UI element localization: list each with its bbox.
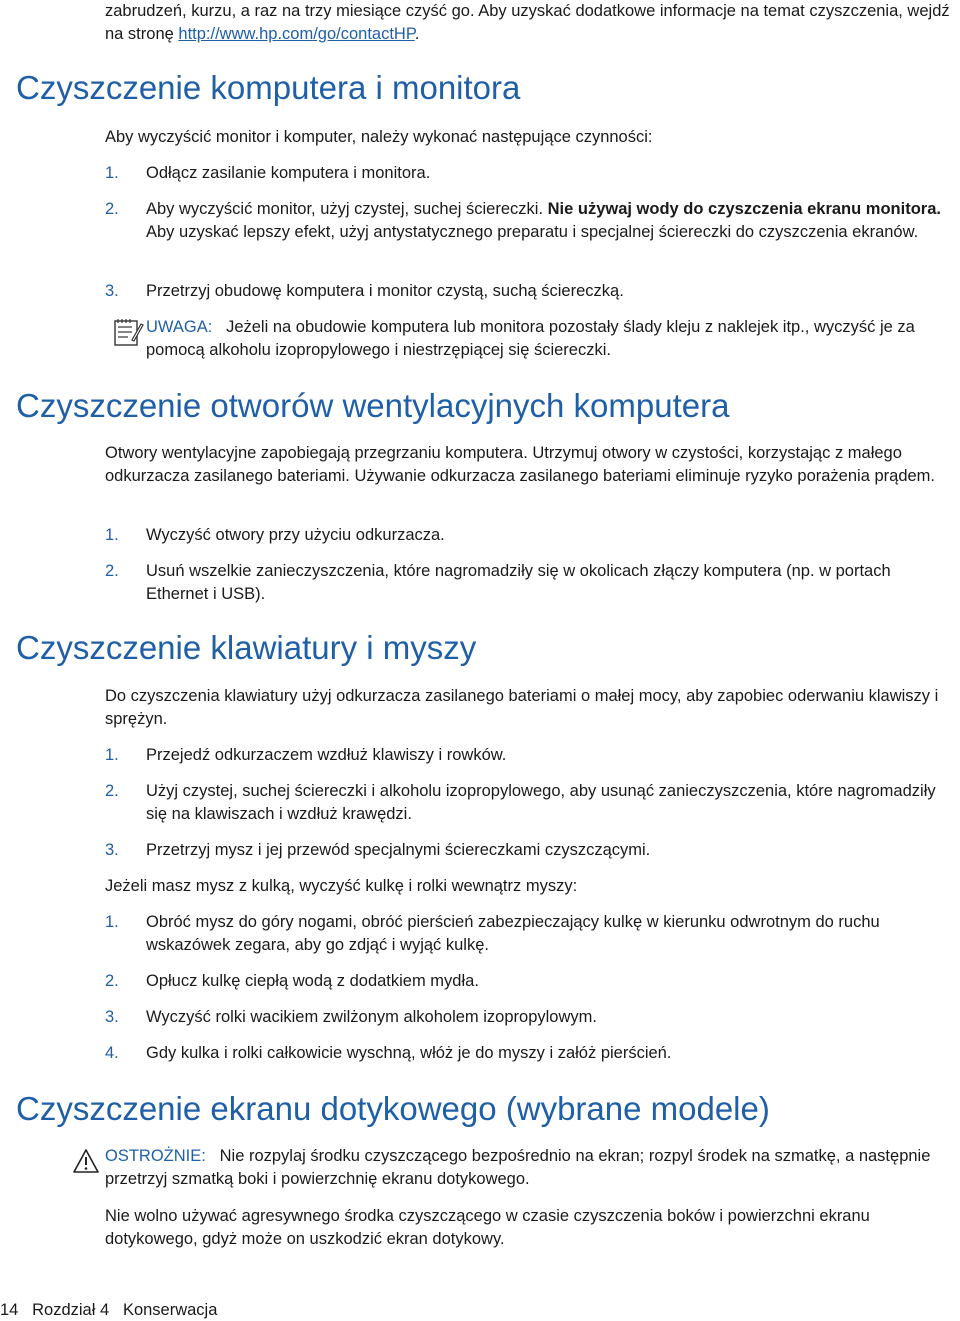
contact-link[interactable]: http://www.hp.com/go/contactHP: [178, 24, 415, 43]
list-item: [105, 744, 955, 767]
section3-paragraph-2: Jeżeli masz mysz z kulką, wyczyść kulkę i rolki wewnątrz myszy:: [105, 877, 578, 895]
list-number: 3.: [105, 841, 119, 859]
list-text: Przejedź odkurzaczem wzdłuż klawiszy i rowków.: [146, 746, 507, 764]
list-text: Odłącz zasilanie komputera i monitora.: [146, 164, 431, 182]
list-item: [105, 560, 955, 605]
list-item: [105, 524, 955, 547]
list-text-part: Aby uzyskać lepszy efekt, użyj antystatycznego preparatu i specjalnej ściereczki do czyszczenia ekranów.: [146, 222, 919, 241]
section2-paragraph: Otwory wentylacyjne zapobiegają przegrzaniu komputera. Utrzymuj otwory w czystości, korzystając z małego odkurzacza zasilanego bateriami. Używanie odkurzacza zasilanego bateriami eliminuje ryzyko porażenia prądem.: [105, 444, 935, 485]
list-text: [146, 198, 955, 243]
list-text: Obróć mysz do góry nogami, obróć pierścień zabezpieczający kulkę w kierunku odwrotnym do ruchu wskazówek zegara, aby go zdjąć i wyjąć kulkę.: [146, 913, 880, 954]
list-item: [105, 839, 955, 862]
caution-label: OSTROŻNIE:: [105, 1147, 206, 1165]
list-number: 1.: [105, 913, 119, 931]
note-box: [146, 316, 952, 361]
list-text: Wyczyść otwory przy użyciu odkurzacza.: [146, 526, 445, 544]
list-text: Użyj czystej, suchej ściereczki i alkoholu izopropylowego, aby usunąć zanieczyszczenia, które nagromadziły się na klawiszach i wzdłuż krawędzi.: [146, 782, 936, 823]
page-footer: [0, 1299, 217, 1321]
list-text: Przetrzyj mysz i jej przewód specjalnymi ściereczkami czyszczącymi.: [146, 841, 651, 859]
list-item: [105, 1006, 955, 1029]
list-text-bold: Nie używaj wody do czyszczenia ekranu monitora.: [547, 200, 941, 218]
chapter-title: Konserwacja: [122, 1301, 218, 1319]
list-text: Wyczyść rolki wacikiem zwilżonym alkoholem izopropylowym.: [146, 1008, 597, 1026]
page-number: 14: [0, 1301, 19, 1319]
list-item: [105, 911, 955, 956]
section-title-vents: Czyszczenie otworów wentylacyjnych komputera: [16, 387, 730, 424]
section1-lead: Aby wyczyścić monitor i komputer, należy wykonać następujące czynności:: [105, 128, 653, 146]
chapter-label: Rozdział 4: [32, 1301, 110, 1319]
note-icon: [112, 316, 144, 348]
section-title-keyboard-mouse: Czyszczenie klawiatury i myszy: [16, 629, 477, 666]
section-title-touchscreen: Czyszczenie ekranu dotykowego (wybrane modele): [16, 1090, 770, 1127]
list-number: 3.: [105, 1008, 119, 1026]
note-label: UWAGA:: [146, 318, 213, 336]
caution-box: [105, 1145, 957, 1190]
list-number: 1.: [105, 526, 119, 544]
list-number: 2.: [105, 782, 119, 800]
list-number: 2.: [105, 972, 119, 990]
warning-icon: [72, 1148, 100, 1174]
list-number: 4.: [105, 1044, 119, 1062]
list-text: Przetrzyj obudowę komputera i monitor czystą, suchą ściereczką.: [146, 282, 624, 300]
list-item: [105, 162, 955, 185]
list-number: 1.: [105, 164, 119, 182]
caution-text: Nie rozpylaj środku czyszczącego bezpośrednio na ekran; rozpyl środek na szmatkę, a następnie przetrzyj szmatką boki i powierzchnię ekranu dotykowego.: [105, 1147, 931, 1188]
list-text-part: Aby wyczyścić monitor, użyj czystej, suchej ściereczki.: [146, 200, 548, 218]
list-item: [105, 970, 955, 993]
list-item: [105, 198, 955, 243]
note-text: Jeżeli na obudowie komputera lub monitora pozostały ślady kleju z naklejek itp., wyczyść je za pomocą alkoholu izopropylowego i niestrzępiącej się ściereczki.: [146, 318, 915, 359]
list-text: Gdy kulka i rolki całkowicie wyschną, włóż je do myszy i załóż pierścień.: [146, 1044, 672, 1062]
section-title-computer-monitor: Czyszczenie komputera i monitora: [16, 69, 521, 106]
list-number: 2.: [105, 562, 119, 580]
list-text: Usuń wszelkie zanieczyszczenia, które nagromadziły się w okolicach złączy komputera (np. w portach Ethernet i USB).: [146, 562, 891, 603]
intro-paragraph: [105, 0, 955, 45]
section4-paragraph: Nie wolno używać agresywnego środka czyszczącego w czasie czyszczenia boków i powierzchni ekranu dotykowego, gdyż może on uszkodzić ekran dotykowy.: [105, 1207, 870, 1248]
list-item: [105, 1042, 955, 1065]
intro-text: zabrudzeń, kurzu, a raz na trzy miesiące czyść go. Aby uzyskać dodatkowe informacje na temat czyszczenia, wejdź na stronę: [105, 2, 950, 43]
list-text: Opłucz kulkę ciepłą wodą z dodatkiem mydła.: [146, 972, 479, 990]
list-item: [105, 780, 955, 825]
list-number: 3.: [105, 282, 119, 300]
intro-text-end: .: [414, 24, 420, 43]
list-number: 2.: [105, 200, 119, 218]
section3-paragraph: Do czyszczenia klawiatury użyj odkurzacza zasilanego bateriami o małej mocy, aby zapobiec oderwaniu klawiszy i sprężyn.: [105, 687, 939, 728]
list-item: [105, 280, 955, 303]
list-number: 1.: [105, 746, 119, 764]
